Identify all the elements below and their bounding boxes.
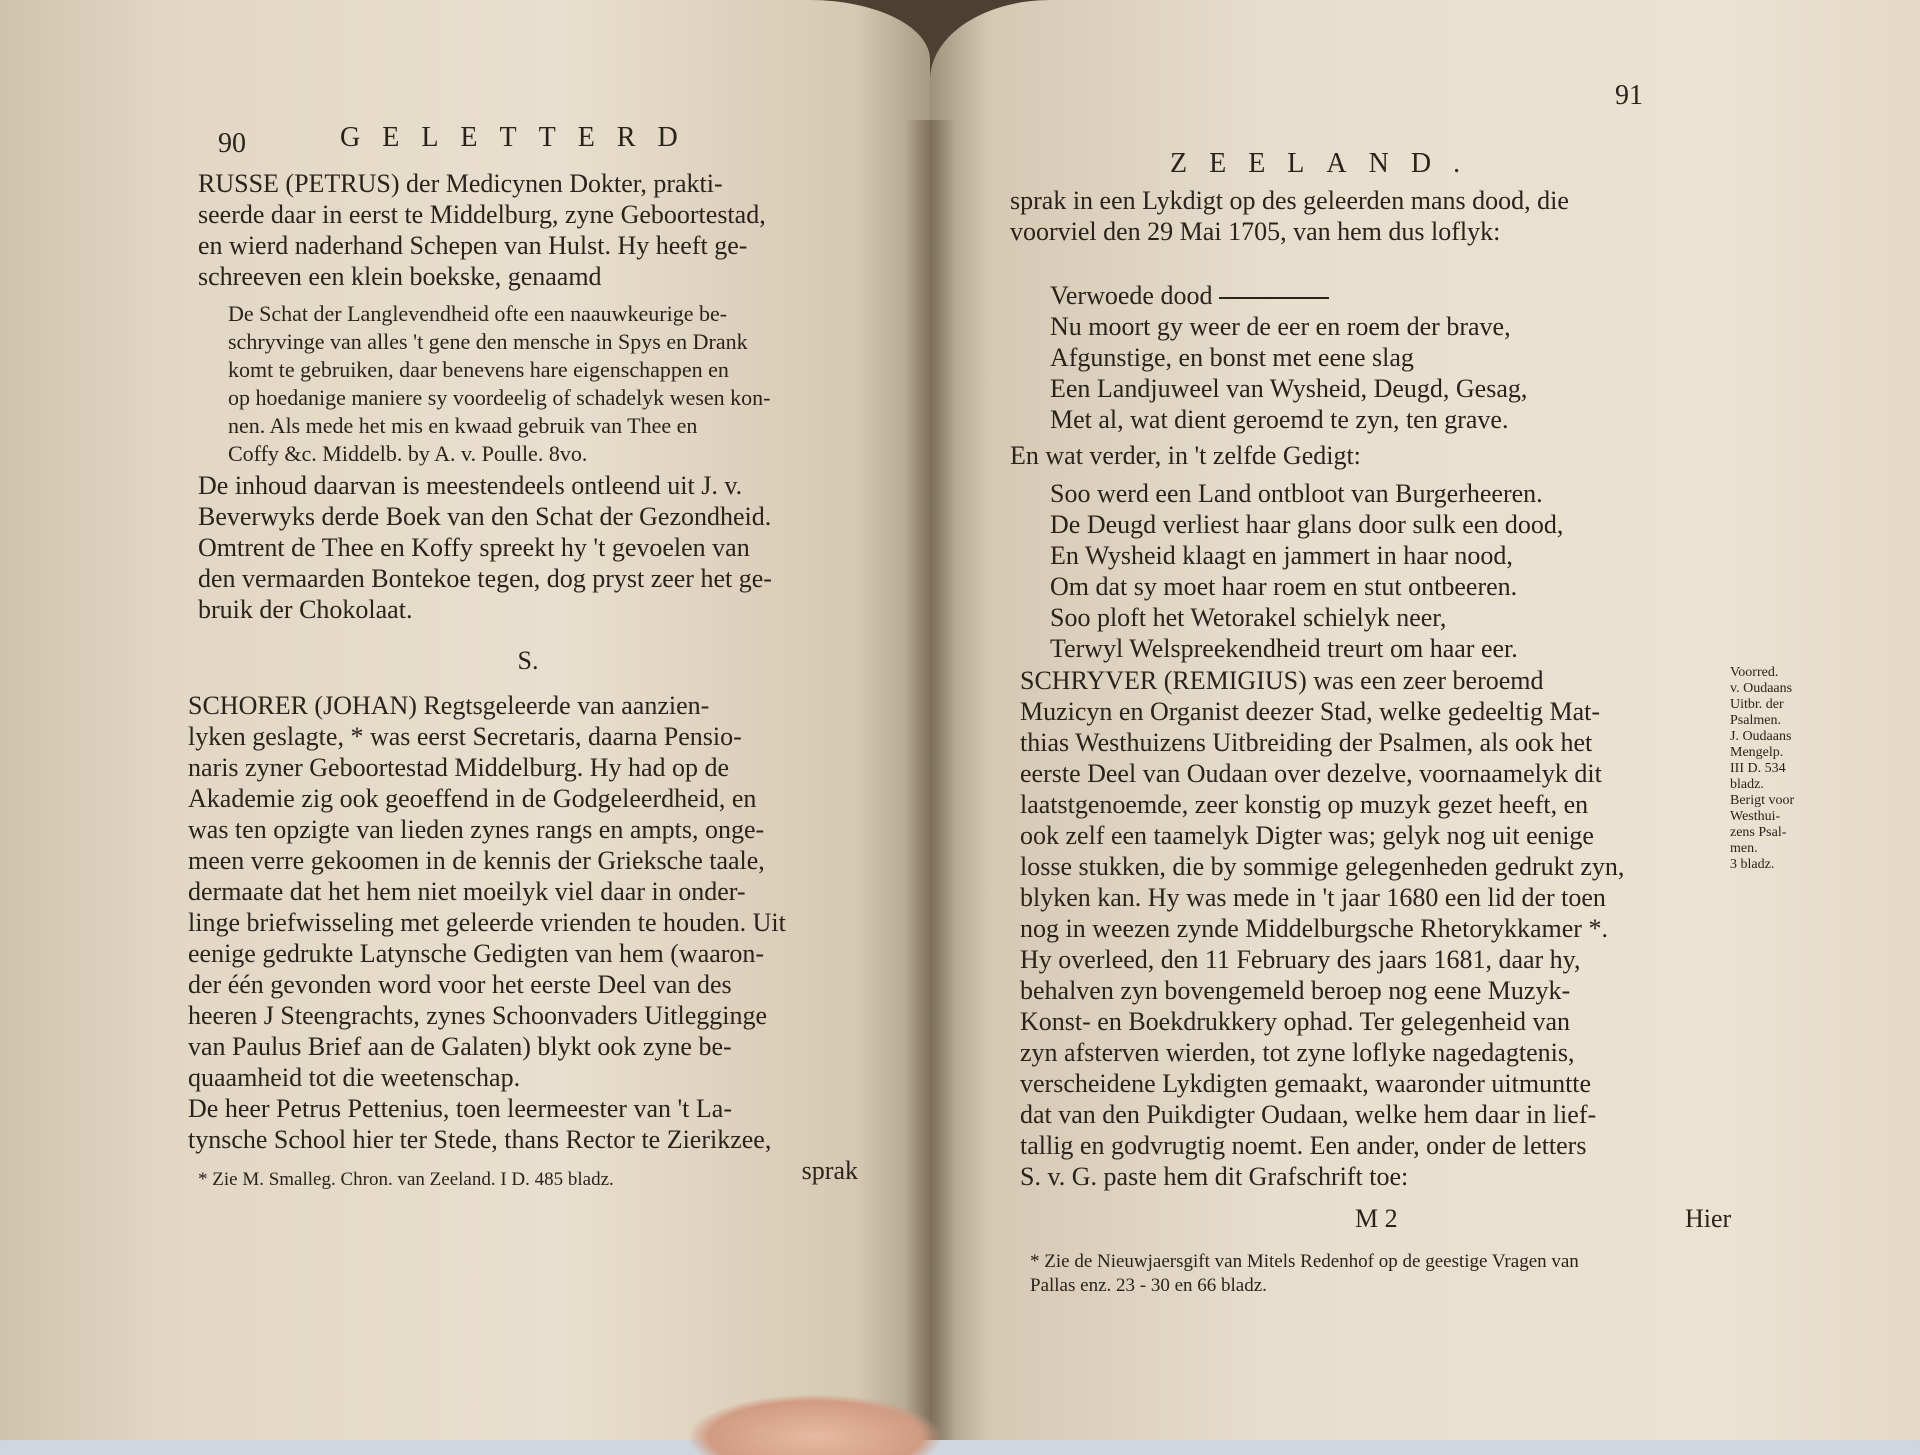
text-line: quaamheid tot die weetenschap. <box>188 1063 521 1092</box>
text-line: laatstgenoemde, zeer konstig op muzyk gezet heeft, en <box>1020 790 1589 819</box>
text-line: zyn afsterven wierden, tot zyne loflyke nagedagtenis, <box>1020 1038 1575 1067</box>
text-line: En Wysheid klaagt en jammert in haar nood, <box>1050 541 1513 570</box>
text-line: blyken kan. Hy was mede in 't jaar 1680 een lid der toen <box>1020 883 1606 912</box>
right-page <box>930 0 1920 1440</box>
text-line: * Zie de Nieuwjaersgift van Mitels Redenhof op de geestige Vragen van <box>1030 1251 1579 1272</box>
margin-note: bladz. <box>1730 777 1764 792</box>
text-line: en wierd naderhand Schepen van Hulst. Hy heeft ge- <box>198 231 748 260</box>
text-line: van Paulus Brief aan de Galaten) blykt ook zyne be- <box>188 1032 732 1061</box>
page-number-left: 90 <box>218 128 246 159</box>
text-line: dat van den Puikdigter Oudaan, welke hem daar in lief- <box>1020 1100 1597 1129</box>
text-line: Coffy &c. Middelb. by A. v. Poulle. 8vo. <box>228 441 588 466</box>
poem-first <box>1050 280 1710 435</box>
text-line: linge briefwisseling met geleerde vrienden te houden. Uit <box>188 908 786 937</box>
margin-note: Uitbr. der <box>1730 697 1784 712</box>
signature-mark: M 2 <box>1355 1204 1398 1233</box>
text-line: voorviel den 29 Mai 1705, van hem dus loflyk: <box>1010 217 1501 246</box>
text-line: Soo werd een Land ontbloot van Burgerheeren. <box>1050 479 1543 508</box>
text-line: tallig en godvrugtig noemt. Een ander, onder de letters <box>1020 1131 1587 1160</box>
margin-note: Psalmen. <box>1730 713 1781 728</box>
poem-second <box>1050 478 1710 664</box>
running-head-left: GELETTERD <box>340 122 700 153</box>
intro-lykdigt <box>1010 185 1710 247</box>
entry-schryver <box>1020 665 1720 1192</box>
text-line: nog in weezen zynde Middelburgsche Rhetorykkamer *. <box>1020 914 1608 943</box>
text-line: eerste Deel van Oudaan over dezelve, voornaamelyk dit <box>1020 759 1602 788</box>
catchword-right: Hier <box>1685 1204 1732 1233</box>
page-number-right: 91 <box>1615 80 1643 111</box>
text-line: behalven zyn bovengemeld beroep nog eene Muzyk- <box>1020 976 1571 1005</box>
margin-note: v. Oudaans <box>1730 681 1793 696</box>
margin-note: zens Psal- <box>1730 825 1787 840</box>
margin-note: men. <box>1730 841 1758 856</box>
text-line: Konst- en Boekdrukkery ophad. Ter gelegenheid van <box>1020 1007 1571 1036</box>
margin-notes <box>1730 665 1840 873</box>
book-gutter <box>905 120 955 1440</box>
text-line: der één gevonden word voor het eerste Deel van des <box>188 970 732 999</box>
text-line: Terwyl Welspreekendheid treurt om haar eer. <box>1050 634 1518 663</box>
entry-russe-continued <box>198 470 858 625</box>
text-line: sprak in een Lykdigt op des geleerden mans dood, die <box>1010 186 1569 215</box>
text-line: schryvinge van alles 't gene den mensche in Spys en Drank <box>228 329 748 354</box>
text-line: Omtrent de Thee en Koffy spreekt hy 't gevoelen van <box>198 533 750 562</box>
poem-line: Verwoede dood <box>1050 281 1213 310</box>
text-line: losse stukken, die by sommige gelegenheden gedrukt zyn, <box>1020 852 1625 881</box>
text-line: naris zyner Geboortestad Middelburg. Hy had op de <box>188 753 730 782</box>
entry-russe <box>198 168 858 292</box>
text-line: tynsche School hier ter Stede, thans Rector te Zierikzee, <box>188 1125 772 1154</box>
text-line: thias Westhuizens Uitbreiding der Psalmen, als ook het <box>1020 728 1593 757</box>
text-line: Nu moort gy weer de eer en roem der brave, <box>1050 312 1511 341</box>
text-line: Afgunstige, en bonst met eene slag <box>1050 343 1414 372</box>
text-line: dermaate dat het hem niet moeilyk viel daar in onder- <box>188 877 746 906</box>
margin-note: Westhui- <box>1730 809 1781 824</box>
entry-schorer <box>188 690 858 1186</box>
text-line: Met al, wat dient geroemd te zyn, ten grave. <box>1050 405 1509 434</box>
text-line: schreeven een klein boekske, genaamd <box>198 262 602 291</box>
text-line: komt te gebruiken, daar benevens hare eigenschappen en <box>228 357 729 382</box>
margin-note: J. Oudaans <box>1730 729 1792 744</box>
text-line: was ten opzigte van lieden zynes rangs en ampts, onge- <box>188 815 765 844</box>
text-line: Akademie zig ook geoeffend in de Godgeleerdheid, en <box>188 784 757 813</box>
text-line: Een Landjuweel van Wysheid, Deugd, Gesag, <box>1050 374 1528 403</box>
margin-note: III D. 534 <box>1730 761 1786 776</box>
margin-note: Mengelp. <box>1730 745 1784 760</box>
text-line: meen verre gekoomen in de kennis der Grieksche taale, <box>188 846 765 875</box>
text-line: Pallas enz. 23 - 30 en 66 bladz. <box>1030 1275 1267 1296</box>
text-line: RUSSE (PETRUS) der Medicynen Dokter, prakti- <box>198 169 723 198</box>
dash-rule <box>1219 297 1329 299</box>
text-line: Beverwyks derde Boek van den Schat der Gezondheid. <box>198 502 772 531</box>
text-line: ook zelf een taamelyk Digter was; gelyk nog uit eenige <box>1020 821 1594 850</box>
margin-note: Berigt voor <box>1730 793 1795 808</box>
text-line: De Schat der Langlevendheid ofte een naauwkeurige be- <box>228 301 728 326</box>
fingertip <box>690 1395 940 1455</box>
text-line: lyken geslagte, * was eerst Secretaris, daarna Pensio- <box>188 722 742 751</box>
text-line: seerde daar in eerst te Middelburg, zyne Geboortestad, <box>198 200 766 229</box>
text-line <box>1050 280 1710 311</box>
margin-note: Voorred. <box>1730 665 1779 680</box>
text-line: SCHORER (JOHAN) Regtsgeleerde van aanzien- <box>188 691 710 720</box>
text-line: S. v. G. paste hem dit Grafschrift toe: <box>1020 1162 1409 1191</box>
footnote-right <box>1030 1250 1830 1298</box>
text-line: heeren J Steengrachts, zynes Schoonvaders Uitleggingе <box>188 1001 768 1030</box>
text-line: SCHRYVER (REMIGIUS) was een zeer beroemd <box>1020 666 1544 695</box>
poem-intro-second: En wat verder, in 't zelfde Gedigt: <box>1010 441 1361 470</box>
text-line: op hoedanige maniere sy voordeelig of schadelyk wesen kon- <box>228 385 771 410</box>
text-line: Om dat sy moet haar roem en stut ontbeeren. <box>1050 572 1518 601</box>
margin-note: 3 bladz. <box>1730 857 1775 872</box>
text-line: eenige gedrukte Latynsche Gedigten van hem (waaron- <box>188 939 765 968</box>
text-line: Muzicyn en Organist deezer Stad, welke gedeeltig Mat- <box>1020 697 1600 726</box>
left-page <box>0 0 930 1440</box>
section-letter: S. <box>517 646 539 675</box>
running-head-right: ZEELAND. <box>1170 148 1483 179</box>
text-line: De heer Petrus Pettenius, toen leermeester van 't La- <box>188 1094 732 1123</box>
text-line: verscheidene Lykdigten gemaakt, waaronder uitmuntte <box>1020 1069 1592 1098</box>
text-line: De inhoud daarvan is meestendeels ontleend uit J. v. <box>198 471 743 500</box>
text-line: Soo ploft het Wetorakel schielyk neer, <box>1050 603 1447 632</box>
text-line: Hy overleed, den 11 February des jaars 1681, daar hy, <box>1020 945 1581 974</box>
text-line: De Deugd verliest haar glans door sulk een dood, <box>1050 510 1564 539</box>
text-line: bruik der Chokolaat. <box>198 595 413 624</box>
text-line: nen. Als mede het mis en kwaad gebruik van Thee en <box>228 413 698 438</box>
book-title-russe <box>228 300 858 468</box>
catchword: sprak <box>801 1156 858 1185</box>
text-line: den vermaarden Bontekoe tegen, dog pryst zeer het ge- <box>198 564 772 593</box>
footnote-left: * Zie M. Smalleg. Chron. van Zeeland. I D. 485 bladz. <box>198 1169 614 1190</box>
